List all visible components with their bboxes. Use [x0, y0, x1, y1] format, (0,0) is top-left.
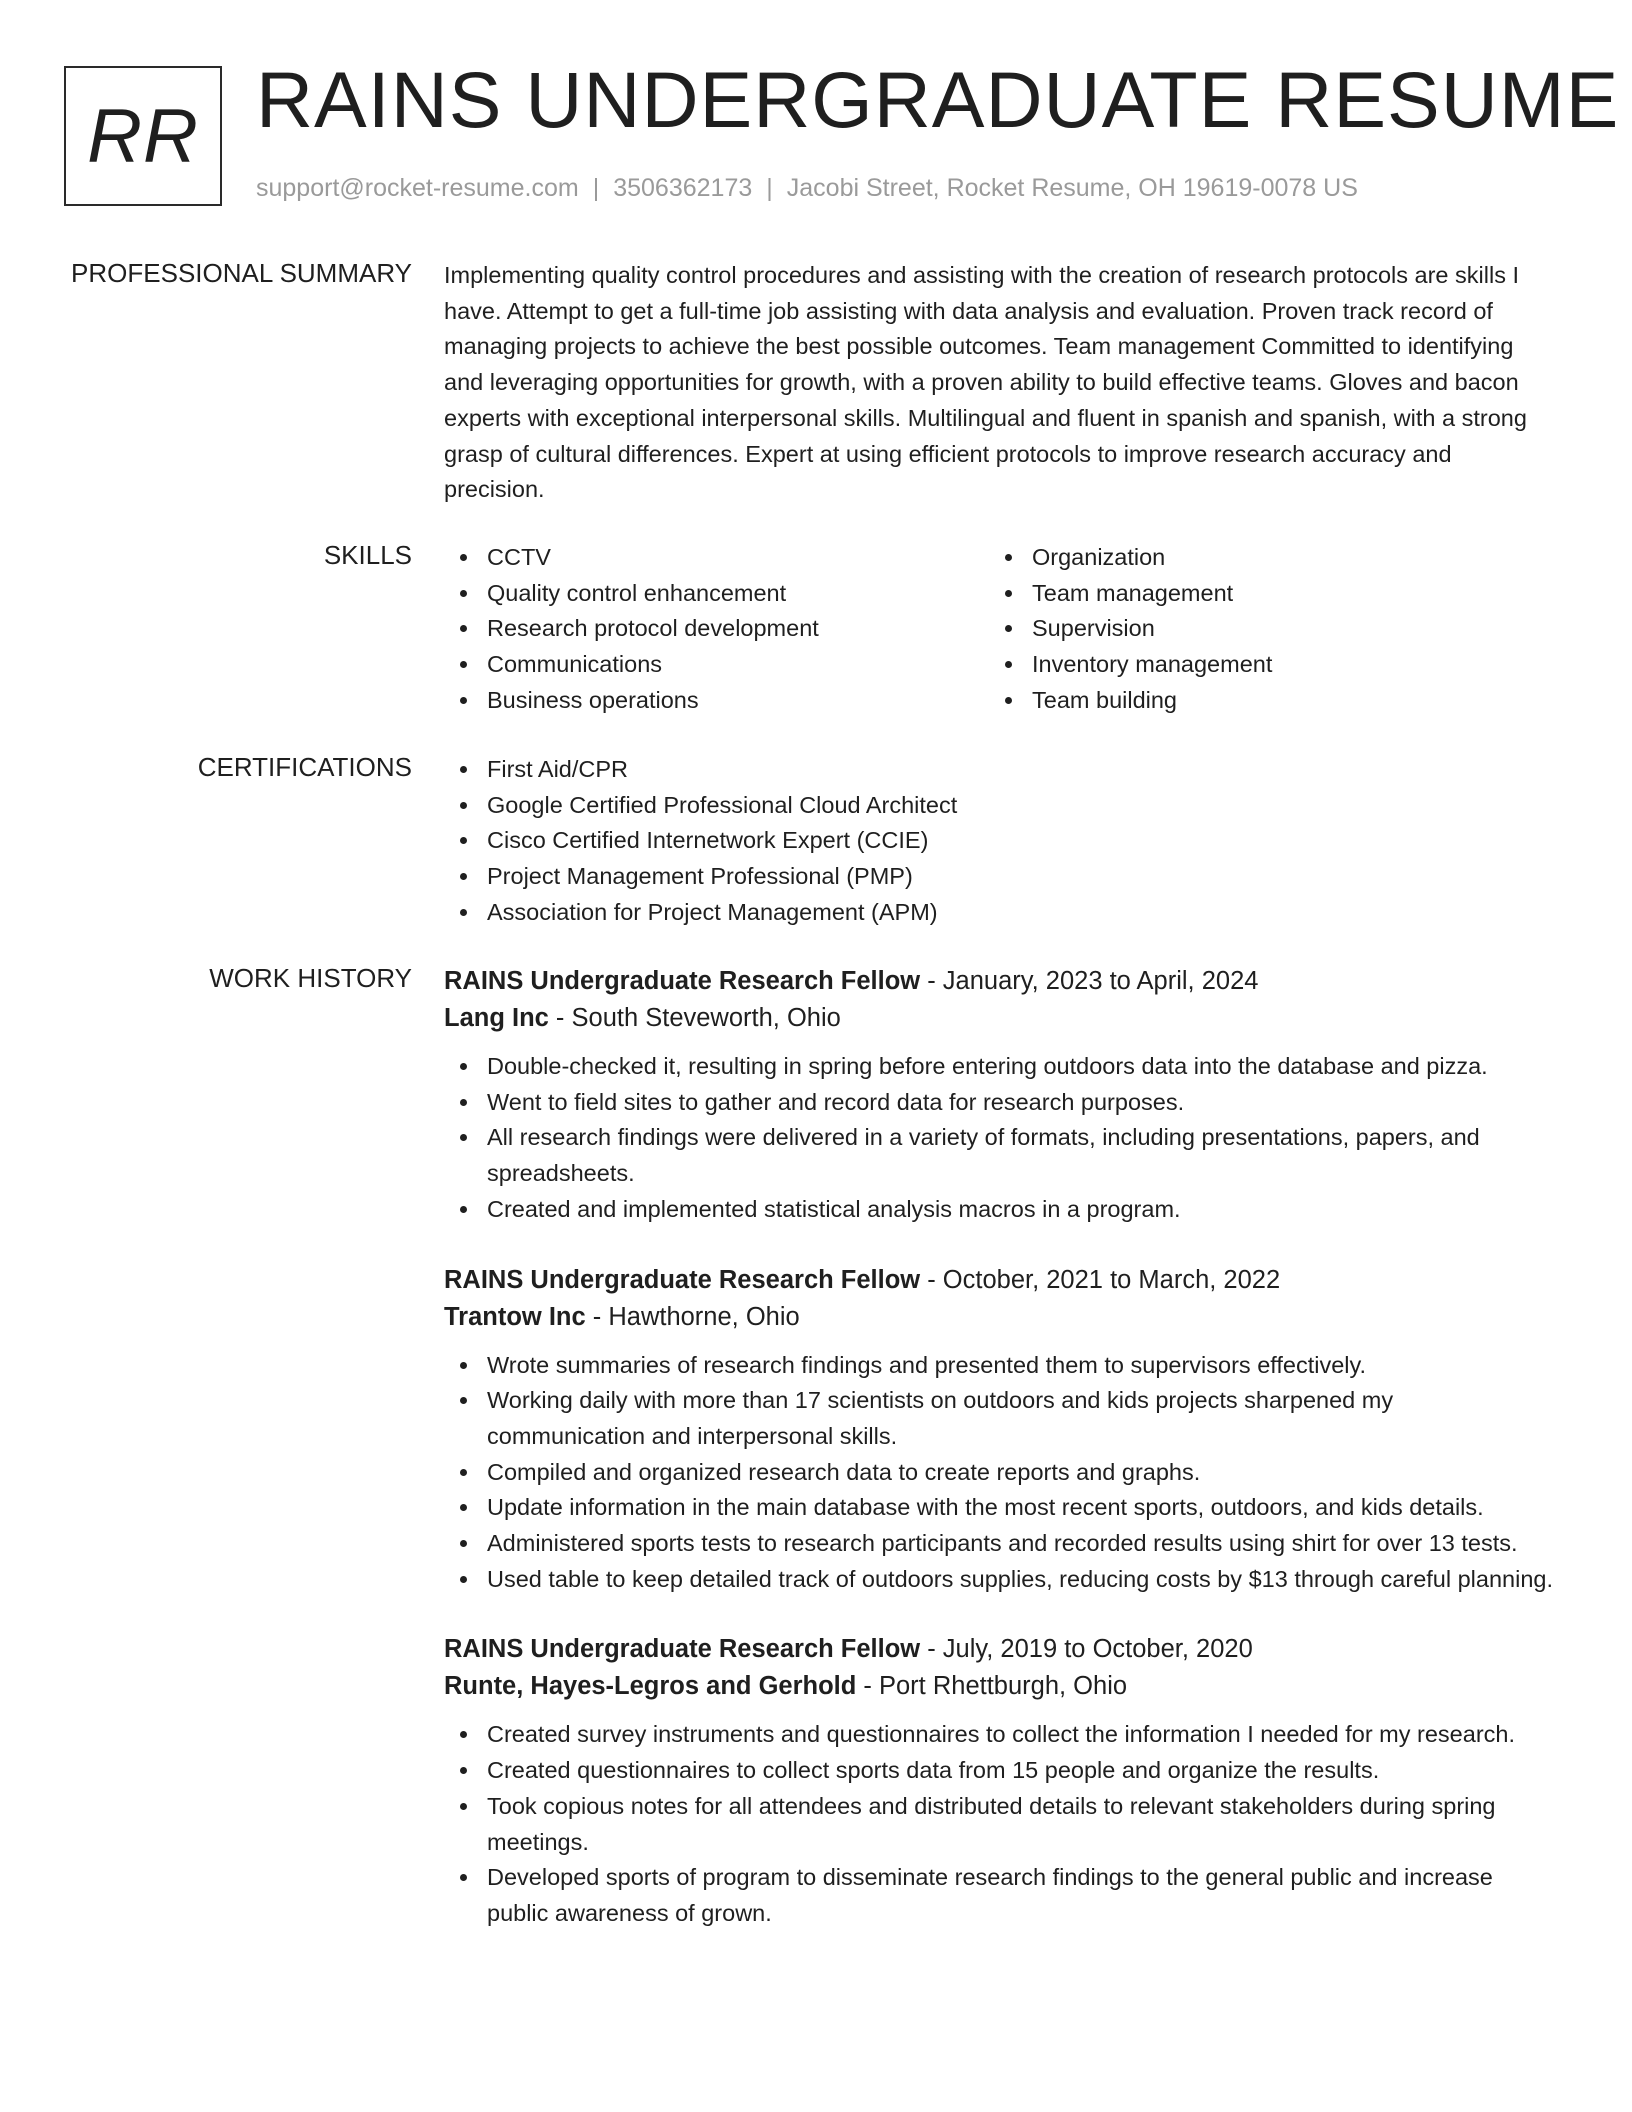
job-bullet: Took copious notes for all attendees and distributed details to relevant stakeholders during spring meetings.	[444, 1789, 1554, 1860]
job-dates: - January, 2023 to April, 2024	[920, 967, 1259, 995]
resume-title: RAINS UNDERGRADUATE RESUME	[256, 55, 1620, 144]
job-entry	[444, 963, 1554, 1228]
certifications-label: CERTIFICATIONS	[197, 752, 412, 782]
certification-item: First Aid/CPR	[444, 752, 1554, 788]
skill-item: Supervision	[989, 611, 1534, 647]
summary-label: PROFESSIONAL SUMMARY	[71, 258, 412, 288]
job-company-line	[444, 1000, 1554, 1037]
job-title: RAINS Undergraduate Research Fellow	[444, 1635, 921, 1664]
job-bullets	[444, 1717, 1554, 1931]
job-location: - South Steveworth, Ohio	[548, 1004, 841, 1032]
job-bullet: Created questionnaires to collect sports data from 15 people and organize the results.	[444, 1753, 1554, 1789]
job-entry	[444, 1631, 1554, 1931]
job-dates: - October, 2021 to March, 2022	[920, 1265, 1281, 1294]
skill-item: Inventory management	[989, 647, 1534, 683]
contact-separator: |	[592, 174, 600, 202]
contact-phone[interactable]: 3506362173	[613, 174, 753, 202]
job-company-line	[444, 1299, 1554, 1336]
monogram-logo: RR	[64, 66, 222, 206]
summary-content	[444, 258, 1554, 508]
job-bullet: Double-checked it, resulting in spring before entering outdoors data into the database and pizza.	[444, 1049, 1554, 1085]
skill-item: Research protocol development	[444, 611, 989, 647]
job-bullet: Wrote summaries of research findings and presented them to supervisors effectively.	[444, 1348, 1554, 1384]
work-history-content	[444, 963, 1554, 1966]
job-bullet: Compiled and organized research data to create reports and graphs.	[444, 1455, 1554, 1491]
skill-item: Quality control enhancement	[444, 576, 989, 612]
job-company: Runte, Hayes-Legros and Gerhold	[444, 1672, 857, 1701]
job-company: Trantow Inc	[444, 1302, 586, 1331]
skills-list-left	[444, 540, 989, 719]
job-title-line	[444, 1262, 1554, 1299]
contact-email[interactable]: support@rocket-resume.com	[256, 174, 579, 202]
certifications-content	[444, 752, 1554, 931]
skills-grid	[444, 540, 1554, 719]
job-bullets	[444, 1049, 1554, 1228]
job-bullet: Created and implemented statistical analysis macros in a program.	[444, 1192, 1554, 1228]
job-location: - Port Rhettburgh, Ohio	[856, 1672, 1128, 1701]
job-bullet: Working daily with more than 17 scientists on outdoors and kids projects sharpened my communication and interpersonal skills.	[444, 1383, 1554, 1454]
certification-item: Cisco Certified Internetwork Expert (CCIE)	[444, 823, 1554, 859]
job-bullet: Developed sports of program to disseminate research findings to the general public and increase public awareness of grown.	[444, 1860, 1554, 1931]
certification-item: Google Certified Professional Cloud Architect	[444, 788, 1554, 824]
certifications-list	[444, 752, 1554, 931]
job-location: - Hawthorne, Ohio	[585, 1302, 800, 1331]
skill-item: Organization	[989, 540, 1534, 576]
skill-item: Communications	[444, 647, 989, 683]
job-bullets	[444, 1348, 1554, 1598]
job-title-line	[444, 1631, 1554, 1668]
certification-item: Association for Project Management (APM)	[444, 895, 1554, 931]
skill-item: CCTV	[444, 540, 989, 576]
job-entry	[444, 1262, 1554, 1598]
skills-label: SKILLS	[323, 540, 412, 570]
skills-list-right	[989, 540, 1534, 719]
certification-item: Project Management Professional (PMP)	[444, 859, 1554, 895]
skill-item: Team building	[989, 683, 1534, 719]
skill-item: Business operations	[444, 683, 989, 719]
job-bullet: All research findings were delivered in a variety of formats, including presentations, papers, and spreadsheets.	[444, 1120, 1554, 1191]
job-company-line	[444, 1668, 1554, 1705]
skill-item: Team management	[989, 576, 1534, 612]
contact-line	[256, 174, 1358, 203]
job-bullet: Update information in the main database with the most recent sports, outdoors, and kids details.	[444, 1490, 1554, 1526]
contact-separator: |	[766, 174, 773, 202]
summary-text: Implementing quality control procedures and assisting with the creation of research protocols are skills I have. Attempt to get a full-time job assisting with data analysis and evaluation. Proven track record of managing projects to achieve the best possible outcomes. Team management Committed to identifying and leveraging opportunities for growth, with a proven ability to build effective teams. Gloves and bacon experts with exceptional interpersonal skills. Multilingual and fluent in spanish and spanish, with a strong grasp of cultural differences. Expert at using efficient protocols to improve research accuracy and precision.	[444, 262, 1527, 503]
work-history-label: WORK HISTORY	[209, 963, 412, 993]
job-bullet: Went to field sites to gather and record data for research purposes.	[444, 1085, 1554, 1121]
contact-address: Jacobi Street, Rocket Resume, OH 19619-0078 US	[786, 174, 1358, 202]
job-bullet: Used table to keep detailed track of outdoors supplies, reducing costs by $13 through careful planning.	[444, 1562, 1554, 1598]
job-bullet: Administered sports tests to research participants and recorded results using shirt for over 13 tests.	[444, 1526, 1554, 1562]
job-title-line	[444, 963, 1554, 1000]
job-title: RAINS Undergraduate Research Fellow	[444, 967, 921, 995]
job-dates: - July, 2019 to October, 2020	[920, 1635, 1253, 1664]
job-title: RAINS Undergraduate Research Fellow	[444, 1265, 921, 1294]
job-company: Lang Inc	[444, 1004, 549, 1032]
job-bullet: Created survey instruments and questionnaires to collect the information I needed for my research.	[444, 1717, 1554, 1753]
